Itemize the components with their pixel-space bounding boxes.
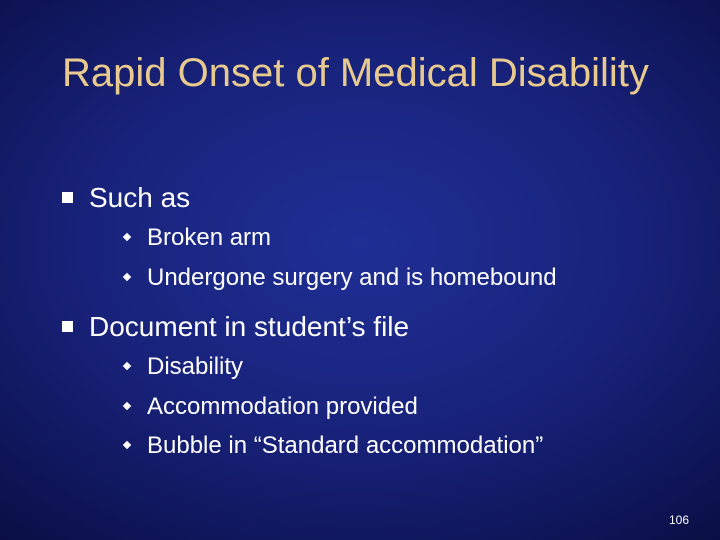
bullet-item xyxy=(62,307,702,466)
sub-bullet-list xyxy=(89,347,702,466)
bullet-text: Document in student’s file xyxy=(89,311,410,342)
sub-bullet-item xyxy=(89,387,702,427)
diamond-bullet-icon xyxy=(123,401,131,409)
sub-bullet-item xyxy=(89,426,702,466)
sub-bullet-text: Broken arm xyxy=(147,224,272,251)
sub-bullet-item xyxy=(89,258,702,298)
sub-bullet-list xyxy=(89,218,702,297)
sub-bullet-text: Bubble in “Standard accommodation” xyxy=(147,432,544,459)
square-bullet-icon xyxy=(62,192,73,203)
sub-bullet-item xyxy=(89,218,702,258)
diamond-bullet-icon xyxy=(123,233,131,241)
slide-title: Rapid Onset of Medical Disability xyxy=(62,51,649,95)
bullet-item xyxy=(62,178,702,297)
sub-bullet-text: Accommodation provided xyxy=(147,392,418,420)
sub-bullet-text: Disability xyxy=(147,353,244,380)
diamond-bullet-icon xyxy=(123,272,131,280)
bullet-list xyxy=(62,178,702,466)
diamond-bullet-icon xyxy=(123,362,131,370)
sub-bullet-item xyxy=(89,347,702,387)
page-number: 106 xyxy=(668,513,689,527)
sub-bullet-text: Undergone surgery and is homebound xyxy=(147,263,557,291)
square-bullet-icon xyxy=(62,321,73,332)
diamond-bullet-icon xyxy=(123,441,131,449)
bullet-text: Such as xyxy=(89,182,191,213)
